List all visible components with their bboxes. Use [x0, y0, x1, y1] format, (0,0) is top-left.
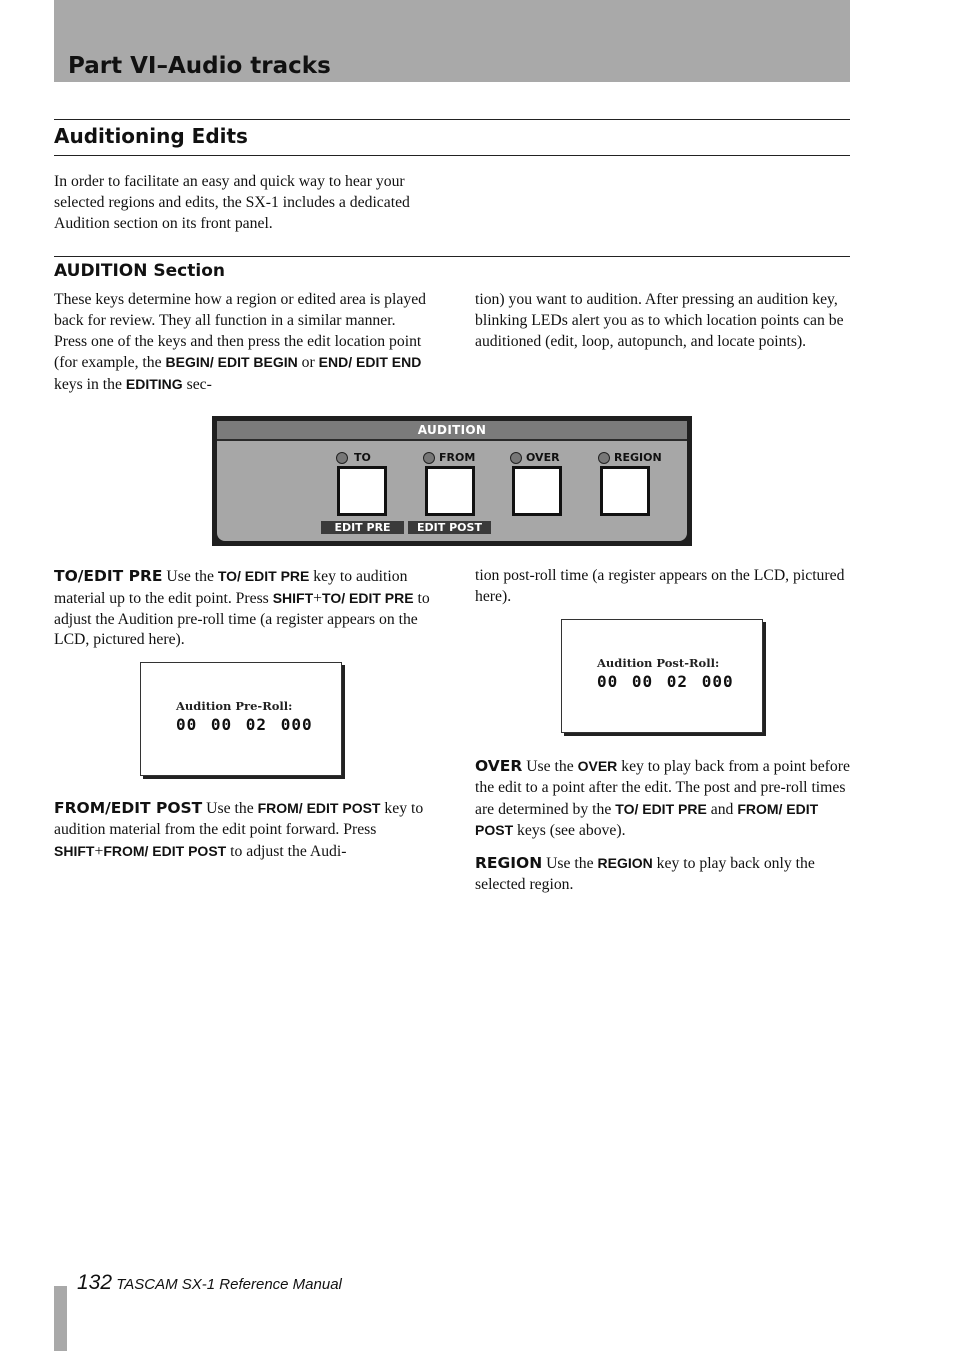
key-name: OVER	[577, 758, 618, 774]
over-key-label: OVER	[526, 451, 560, 464]
audition-panel-body	[217, 421, 687, 541]
lcd-pre-roll-figure	[140, 662, 342, 776]
region-paragraph	[475, 853, 851, 896]
from-edit-post-paragraph	[54, 798, 430, 862]
page-number: 132	[77, 1271, 113, 1294]
lcd-pre-roll-label: Audition Pre-Roll:	[176, 699, 293, 713]
from-key-button	[425, 466, 475, 516]
to-key-label: TO	[354, 451, 371, 464]
text: Use the	[522, 758, 578, 775]
subsection-rule	[54, 256, 850, 257]
text: sec-	[182, 376, 212, 394]
key-name: END/ EDIT END	[318, 354, 422, 371]
region-key-button	[600, 466, 650, 516]
over-key-button	[512, 466, 562, 516]
key-name: FROM/ EDIT POST	[257, 800, 381, 816]
text: to adjust the Audition pre-roll time (a register appears on the LCD, pictured here).	[54, 589, 430, 649]
section-rule-bottom	[54, 155, 850, 156]
text: keys (see above).	[513, 822, 626, 840]
key-name: SHIFT	[272, 589, 314, 606]
key-name: SHIFT	[54, 842, 95, 859]
to-edit-pre-paragraph	[54, 566, 430, 651]
edit-post-label: EDIT POST	[408, 521, 491, 534]
key-name: FROM/ EDIT POST	[103, 842, 227, 859]
to-edit-pre-heading: TO/EDIT PRE	[54, 567, 163, 585]
region-key-label: REGION	[614, 451, 662, 464]
section-title: Auditioning Edits	[54, 124, 248, 148]
text: keys in the	[54, 376, 126, 394]
key-name: TO/ EDIT PRE	[615, 800, 707, 817]
to-key-button	[337, 466, 387, 516]
footer-bar	[54, 1286, 67, 1351]
key-name: BEGIN/ EDIT BEGIN	[165, 354, 298, 371]
manual-title: TASCAM SX-1 Reference Manual	[116, 1276, 342, 1293]
page-footer	[77, 1271, 342, 1295]
audition-panel-title: AUDITION	[217, 421, 687, 441]
lcd-post-roll-label: Audition Post-Roll:	[597, 656, 720, 670]
over-heading: OVER	[475, 757, 523, 775]
text: +	[313, 589, 323, 607]
to-led-icon	[336, 452, 348, 464]
edit-pre-label: EDIT PRE	[321, 521, 404, 534]
subsection-title: AUDITION Section	[54, 261, 225, 281]
key-name: EDITING	[125, 376, 183, 393]
key-name: REGION	[597, 855, 653, 871]
page-header-title: Part VI–Audio tracks	[68, 53, 331, 79]
region-heading: REGION	[475, 854, 543, 872]
over-paragraph	[475, 756, 851, 842]
text: or	[297, 354, 319, 372]
from-edit-post-continued: tion post-roll time (a register appears on the LCD, pictured here).	[475, 567, 845, 605]
text: Use the	[542, 855, 598, 872]
header-band	[54, 0, 850, 82]
text: key to play back only the selected region.	[475, 855, 815, 893]
key-name: TO/ EDIT PRE	[322, 589, 414, 606]
text: to adjust the Audi-	[226, 842, 347, 860]
lcd-post-roll-figure	[561, 619, 763, 733]
lcd-pre-roll-value: 00 00 02 000	[176, 715, 313, 734]
key-name: FROM/ EDIT POST	[475, 800, 819, 839]
section-rule-top	[54, 119, 850, 120]
text: Use the	[202, 800, 258, 817]
text: key to play back from a point before the edit to a point after the edit. The post and pre-roll times are determined by the	[475, 758, 850, 818]
text: +	[94, 842, 104, 860]
intro-paragraph: In order to facilitate an easy and quick way to hear your selected regions and edits, the SX-1 includes a dedicated Audition section on its front panel.	[54, 173, 410, 232]
key-name: TO/ EDIT PRE	[217, 568, 310, 584]
text: key to audition material from the edit point forward. Press	[54, 800, 424, 838]
over-led-icon	[510, 452, 522, 464]
audition-panel-figure	[212, 416, 692, 546]
from-key-label: FROM	[439, 451, 476, 464]
audition-paragraph-continued: tion) you want to audition. After pressing an audition key, blinking LEDs alert you as to which location points can be auditioned (edit, loop, autopunch, and locate points).	[475, 291, 844, 350]
text: key to audition material up to the edit point. Press	[54, 568, 408, 607]
text: and	[706, 800, 738, 818]
text: These keys determine how a region or edited area is played back for review. They all function in a similar manner. Press one of the keys and then press the edit location point (for example, the	[54, 291, 426, 372]
audition-paragraph	[54, 290, 430, 396]
text: Use the	[162, 568, 218, 585]
from-led-icon	[423, 452, 435, 464]
region-led-icon	[598, 452, 610, 464]
from-edit-post-heading: FROM/EDIT POST	[54, 799, 203, 817]
lcd-post-roll-value: 00 00 02 000	[597, 672, 734, 691]
